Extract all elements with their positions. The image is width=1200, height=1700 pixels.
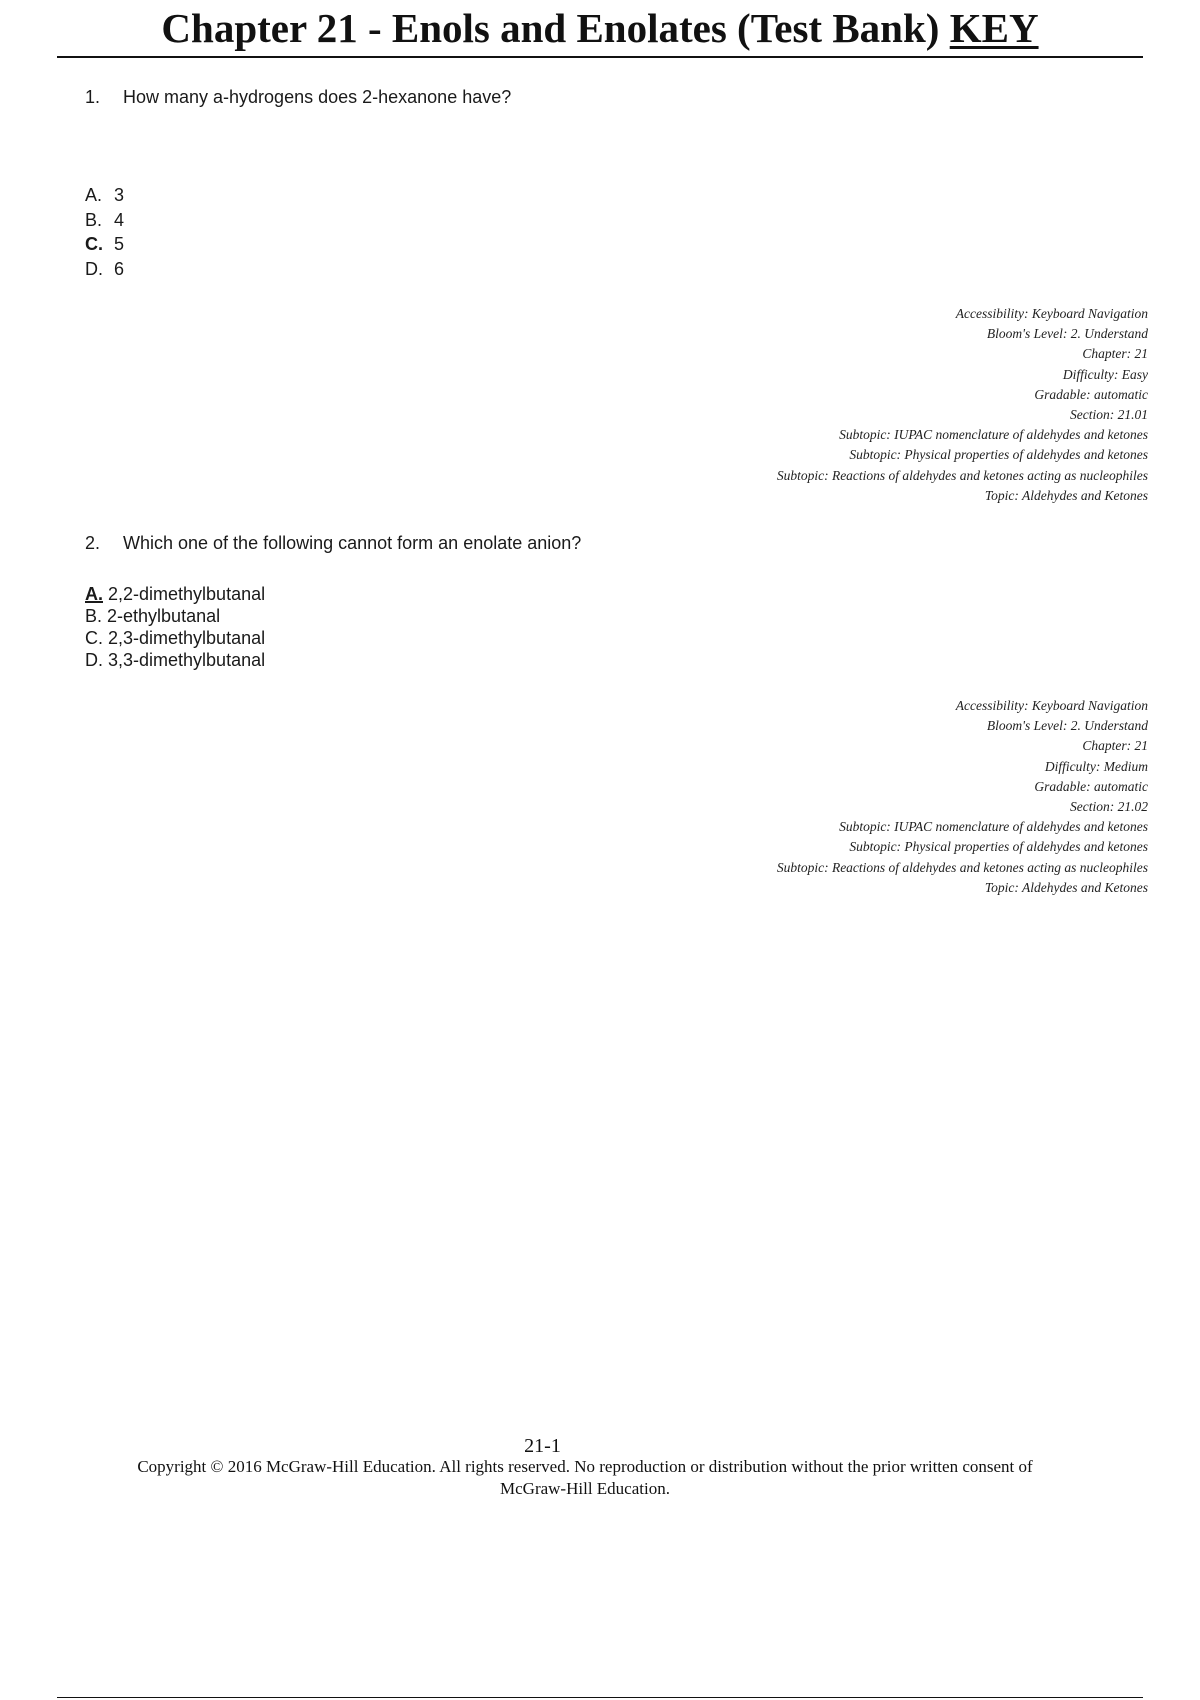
option-text: 6 <box>114 258 125 279</box>
metadata-accessibility: Accessibility: Keyboard Navigation <box>955 698 1148 713</box>
answer-options-2 <box>85 583 265 671</box>
metadata-subtopic: Subtopic: Physical properties of aldehydes and ketones <box>849 839 1148 855</box>
footer-rule <box>57 1697 1143 1698</box>
page-title <box>0 4 1200 52</box>
copyright-line-1: Copyright © 2016 McGraw-Hill Education. All rights reserved. No reproduction or distribution without the prior written consent of <box>137 1457 1033 1476</box>
question-number: 2. <box>85 533 101 553</box>
copyright-line-2: McGraw-Hill Education. <box>500 1479 670 1498</box>
metadata-chapter: Chapter: 21 <box>1082 738 1148 754</box>
metadata-subtopic: Subtopic: Reactions of aldehydes and ketones acting as nucleophiles <box>776 467 1148 483</box>
metadata-blooms-level: Bloom's Level: 2. Understand <box>986 326 1148 342</box>
answer-option <box>85 257 124 282</box>
option-letter: A. <box>85 185 103 205</box>
metadata-topic: Topic: Aldehydes and Ketones <box>984 879 1148 895</box>
question-metadata-1 <box>628 304 1148 506</box>
option-letter: B. <box>85 606 103 626</box>
metadata-subtopic: Subtopic: IUPAC nomenclature of aldehydes and ketones <box>839 427 1148 443</box>
copyright-notice <box>85 1456 1085 1500</box>
metadata-topic: Topic: Aldehydes and Ketones <box>984 487 1148 503</box>
question-text: How many a-hydrogens does 2-hexanone have? <box>123 87 512 107</box>
answer-option <box>85 605 265 627</box>
metadata-section: Section: 21.01 <box>1070 407 1148 423</box>
answer-options-1 <box>85 183 124 281</box>
option-text: 2-ethylbutanal <box>107 606 221 626</box>
question-metadata-2 <box>628 696 1148 898</box>
metadata-blooms-level: Bloom's Level: 2. Understand <box>986 718 1148 734</box>
option-letter: B. <box>85 209 103 230</box>
metadata-accessibility: Accessibility: Keyboard Navigation <box>955 306 1148 321</box>
metadata-difficulty: Difficulty: Medium <box>1044 758 1148 774</box>
answer-option <box>85 208 124 233</box>
answer-option <box>85 183 124 208</box>
metadata-gradable: Gradable: automatic <box>1034 386 1148 402</box>
metadata-subtopic: Subtopic: IUPAC nomenclature of aldehydes and ketones <box>839 819 1148 835</box>
metadata-subtopic: Subtopic: Physical properties of aldehydes and ketones <box>849 447 1148 463</box>
option-text: 3 <box>114 185 125 205</box>
metadata-chapter: Chapter: 21 <box>1082 346 1148 362</box>
option-text: 4 <box>114 209 125 230</box>
header-rule <box>57 56 1143 58</box>
question-2 <box>85 532 581 554</box>
answer-option-correct <box>85 583 265 605</box>
option-text: 5 <box>114 234 125 254</box>
option-text: 3,3-dimethylbutanal <box>108 650 266 670</box>
option-letter: C. <box>85 628 103 648</box>
question-number: 1. <box>85 87 101 107</box>
answer-option <box>85 649 265 671</box>
page-number: 21-1 <box>524 1435 561 1457</box>
metadata-difficulty: Difficulty: Easy <box>1062 366 1148 382</box>
option-letter: D. <box>85 650 103 670</box>
option-letter: C. <box>85 234 103 254</box>
answer-option-correct <box>85 232 124 257</box>
metadata-section: Section: 21.02 <box>1070 799 1148 815</box>
option-text: 2,3-dimethylbutanal <box>108 628 266 648</box>
option-text: 2,2-dimethylbutanal <box>108 584 266 604</box>
title-key: KEY <box>949 5 1039 51</box>
metadata-subtopic: Subtopic: Reactions of aldehydes and ketones acting as nucleophiles <box>776 859 1148 875</box>
option-letter: D. <box>85 258 103 279</box>
title-main: Chapter 21 - Enols and Enolates (Test Bank) <box>161 5 940 51</box>
question-text: Which one of the following cannot form an enolate anion? <box>123 533 582 553</box>
option-letter: A. <box>85 584 103 604</box>
answer-option <box>85 627 265 649</box>
question-1 <box>85 86 511 108</box>
metadata-gradable: Gradable: automatic <box>1034 778 1148 794</box>
